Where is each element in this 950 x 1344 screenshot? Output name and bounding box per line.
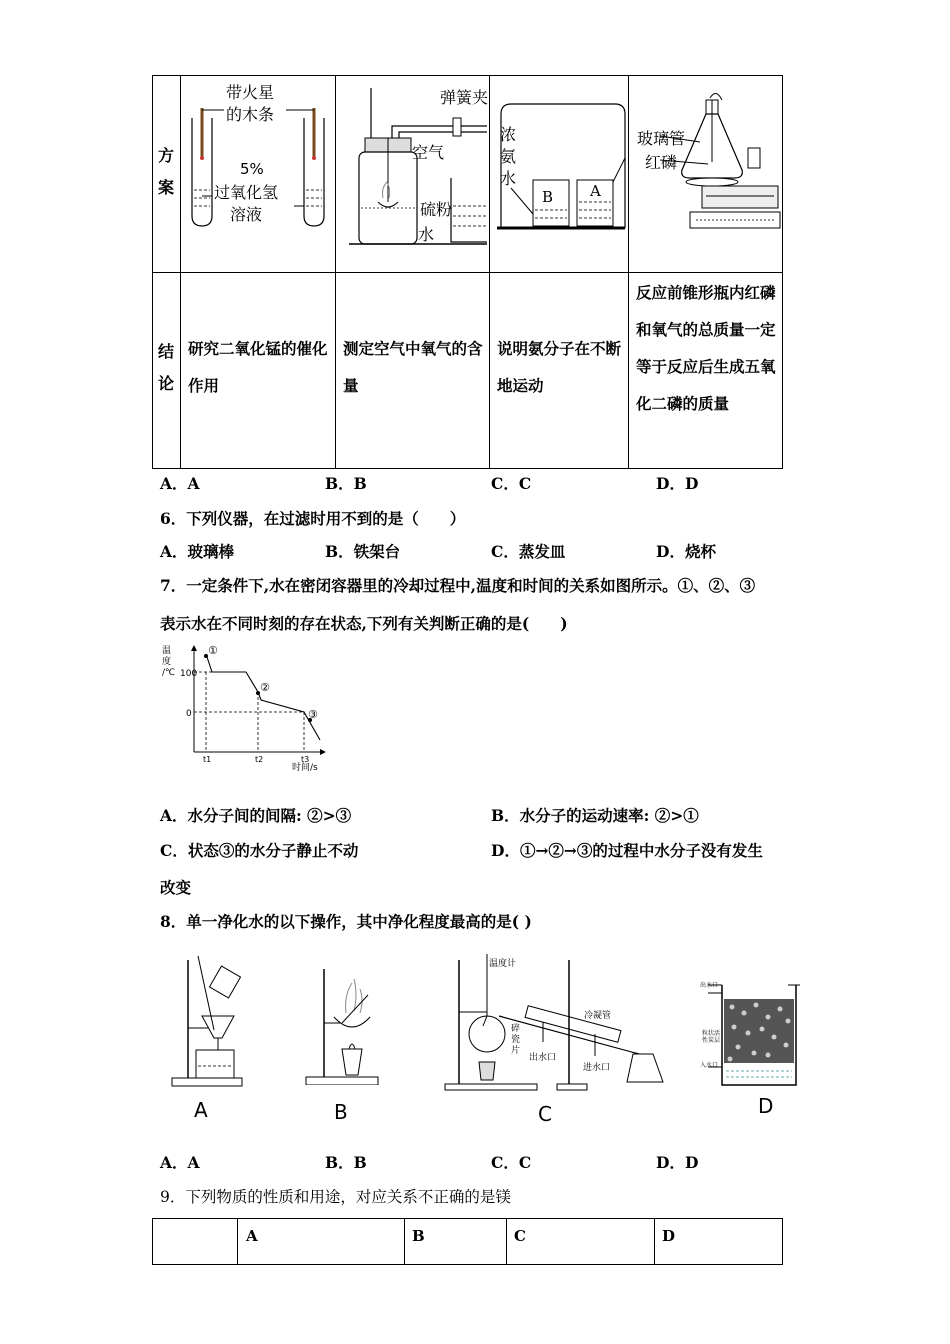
label-condenser: 冷凝管: [584, 1011, 612, 1021]
q7-option-a[interactable]: A．水分子间的间隔: ②>③: [160, 806, 352, 825]
q7-stem-line2: 表示水在不同时刻的存在状态,下列有关判断正确的是( ): [160, 614, 568, 633]
q9-header-d: D: [662, 1227, 676, 1245]
label-hydrogen-peroxide: 过氧化氢 溶液: [214, 183, 279, 224]
q9-stem: 9．下列物质的性质和用途，对应关系不正确的是镁: [160, 1188, 511, 1206]
conclusion-a: 研究二氧化锰的催化作用: [188, 339, 328, 395]
q8-option-b[interactable]: B．B: [325, 1153, 367, 1172]
label-conc-ammonia: 浓 氨 水: [500, 125, 517, 188]
label-percent: 5%: [240, 160, 264, 178]
q5-option-d[interactable]: D．D: [656, 474, 699, 493]
q8-figure-label-a: A: [194, 1098, 208, 1122]
q9-header-a: A: [246, 1227, 258, 1245]
q6-stem: 6．下列仪器，在过滤时用不到的是（ ）: [160, 509, 466, 528]
q9-header-c: C: [514, 1227, 526, 1245]
label-d-inlet: 入水口: [700, 1062, 719, 1069]
q6-option-a[interactable]: A．玻璃棒: [160, 542, 235, 561]
q9-header-b: B: [412, 1227, 425, 1245]
q8-figure-label-c: C: [538, 1102, 552, 1126]
q7-option-d[interactable]: D．①→②→③的过程中水分子没有发生: [491, 841, 763, 860]
conclusion-b: 测定空气中氧气的含量: [343, 339, 483, 395]
q8-stem: 8．单一净化水的以下操作，其中净化程度最高的是( ): [160, 912, 532, 931]
q8-option-a[interactable]: A．A: [160, 1153, 200, 1172]
label-red-phosphorus: 红磷: [645, 153, 678, 172]
label-spring-clip: 弹簧夹: [440, 88, 489, 107]
label-glass-tube: 玻璃管: [637, 129, 686, 148]
graph-t3: t3: [301, 755, 310, 764]
q8-figure-label-d: D: [758, 1094, 774, 1118]
q8-figure-filtration: [168, 950, 248, 1090]
q8-figure-distillation: [443, 950, 673, 1092]
row-header-conclusion: 结论: [158, 342, 175, 393]
q8-option-d[interactable]: D．D: [656, 1153, 699, 1172]
q7-stem-line1: 7．一定条件下,水在密闭容器里的冷却过程中,温度和时间的关系如图所示。①、②、③: [160, 576, 756, 595]
graph-marker-2: ②: [260, 681, 270, 694]
q8-figure-label-b: B: [334, 1100, 348, 1124]
label-glowing-splint: 带火星 的木条: [226, 83, 275, 124]
label-porcelain-chips: 碎瓷片: [511, 1024, 521, 1056]
conclusion-c: 说明氨分子在不断地运动: [497, 339, 622, 395]
conclusion-d: 反应前锥形瓶内红磷和氧气的总质量一定等于反应后生成五氧化二磷的质量: [636, 283, 776, 413]
label-d-carbon: 粒状活性炭层: [702, 1030, 721, 1044]
label-beaker-b: B: [542, 188, 554, 206]
q5-option-c[interactable]: C．C: [491, 474, 532, 493]
graph-marker-3: ③: [308, 708, 318, 721]
graph-marker-1: ①: [208, 644, 218, 657]
graph-y0: 0: [186, 709, 192, 719]
q6-option-c[interactable]: C．蒸发皿: [491, 542, 566, 561]
q8-figure-evaporation: [302, 965, 382, 1085]
figure-mass-conservation-balance: [630, 78, 781, 270]
q6-option-b[interactable]: B．铁架台: [325, 542, 401, 561]
label-thermometer: 温度计: [489, 959, 517, 969]
label-air: 空气: [412, 143, 445, 162]
q7-option-c[interactable]: C．状态③的水分子静止不动: [160, 841, 359, 860]
label-beaker-a: A: [590, 182, 601, 200]
label-water-inlet: 进水口: [583, 1063, 611, 1073]
label-water: 水: [418, 225, 435, 244]
label-sulfur: 硫粉: [420, 200, 453, 219]
q5-option-a[interactable]: A．A: [160, 474, 200, 493]
q7-cooling-curve-graph: [158, 642, 333, 777]
q7-option-b[interactable]: B．水分子的运动速率: ②>①: [491, 806, 699, 825]
label-water-outlet: 出水口: [529, 1053, 557, 1063]
row-header-scheme: 方案: [158, 146, 175, 197]
q5-option-b[interactable]: B．B: [325, 474, 367, 493]
q7-option-d-continued: 改变: [160, 878, 192, 897]
q6-option-d[interactable]: D．烧杯: [656, 542, 716, 561]
graph-t1: t1: [203, 755, 212, 764]
q8-option-c[interactable]: C．C: [491, 1153, 532, 1172]
label-d-outlet: 出水口: [700, 982, 719, 989]
graph-xlabel: 时间/s: [292, 763, 318, 773]
graph-y100: 100: [180, 669, 198, 679]
graph-ylabel: 温 度 /℃: [162, 646, 176, 678]
graph-t2: t2: [255, 755, 264, 764]
